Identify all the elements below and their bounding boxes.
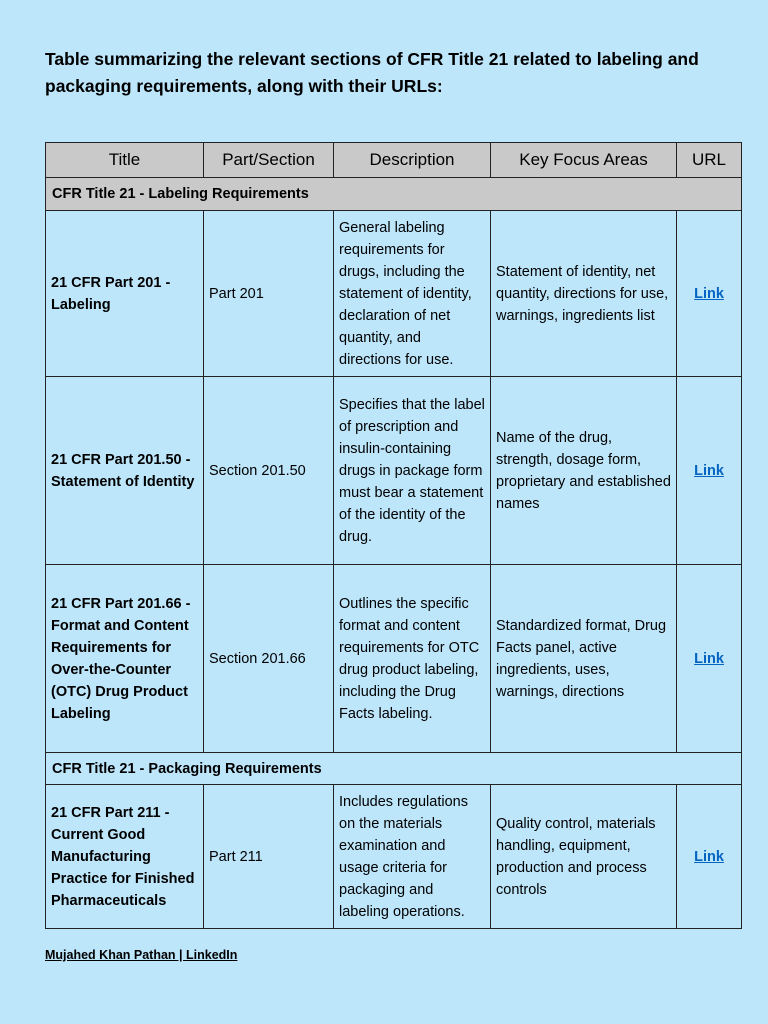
- table-row: [46, 377, 742, 565]
- header-title: Title: [46, 143, 204, 178]
- author-credit-link[interactable]: Mujahed Khan Pathan | LinkedIn: [45, 948, 238, 962]
- row-description: Specifies that the label of prescription and insulin-containing drugs in package form must bear a statement of the identity of the drug.: [334, 377, 491, 565]
- section-row-labeling: [46, 178, 742, 211]
- row-description: General labeling requirements for drugs, including the statement of identity, declaration of net quantity, and directions for use.: [334, 211, 491, 377]
- header-key-focus-areas: Key Focus Areas: [491, 143, 677, 178]
- table-row: [46, 211, 742, 377]
- row-title: 21 CFR Part 201.50 - Statement of Identity: [46, 377, 204, 565]
- row-part: Part 201: [204, 211, 334, 377]
- row-title: 21 CFR Part 201.66 - Format and Content Requirements for Over-the-Counter (OTC) Drug Product Labeling: [46, 565, 204, 753]
- header-description: Description: [334, 143, 491, 178]
- header-part-section: Part/Section: [204, 143, 334, 178]
- table-row: [46, 565, 742, 753]
- row-focus: Name of the drug, strength, dosage form, proprietary and established names: [491, 377, 677, 565]
- row-url-cell: [677, 377, 742, 565]
- section-label: CFR Title 21 - Packaging Requirements: [46, 753, 742, 785]
- row-description: Includes regulations on the materials examination and usage criteria for packaging and labeling operations.: [334, 785, 491, 929]
- row-title: 21 CFR Part 211 - Current Good Manufacturing Practice for Finished Pharmaceuticals: [46, 785, 204, 929]
- row-description: Outlines the specific format and content requirements for OTC drug product labeling, including the Drug Facts labeling.: [334, 565, 491, 753]
- row-part: Section 201.50: [204, 377, 334, 565]
- row-focus: Statement of identity, net quantity, directions for use, warnings, ingredients list: [491, 211, 677, 377]
- row-link[interactable]: Link: [694, 848, 724, 865]
- row-link[interactable]: Link: [694, 285, 724, 302]
- section-label: CFR Title 21 - Labeling Requirements: [46, 178, 742, 211]
- header-url: URL: [677, 143, 742, 178]
- row-url-cell: [677, 211, 742, 377]
- section-row-packaging: [46, 753, 742, 785]
- page-heading: Table summarizing the relevant sections of CFR Title 21 related to labeling and packaging requirements, along with their URLs:: [45, 49, 699, 96]
- row-part: Part 211: [204, 785, 334, 929]
- row-title: 21 CFR Part 201 - Labeling: [46, 211, 204, 377]
- row-url-cell: [677, 565, 742, 753]
- table-row: [46, 785, 742, 929]
- row-url-cell: [677, 785, 742, 929]
- row-part: Section 201.66: [204, 565, 334, 753]
- row-link[interactable]: Link: [694, 462, 724, 479]
- regulations-table: [45, 142, 742, 929]
- table-header-row: [46, 143, 742, 178]
- row-focus: Standardized format, Drug Facts panel, active ingredients, uses, warnings, directions: [491, 565, 677, 753]
- row-focus: Quality control, materials handling, equipment, production and process controls: [491, 785, 677, 929]
- row-link[interactable]: Link: [694, 650, 724, 667]
